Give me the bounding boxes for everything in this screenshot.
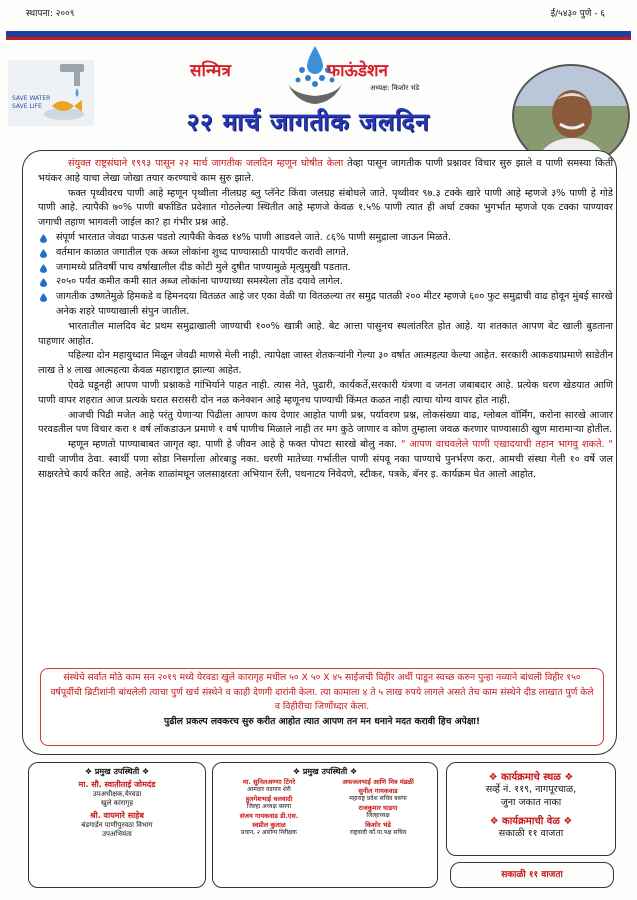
water-drop-icon xyxy=(40,264,47,273)
guest-name: स्वप्नील कुताळ xyxy=(252,821,286,829)
paragraph-future: आजची पिढी मजेत आहे परंतु येणाऱ्या पिढीला आपण काय देणार आहोत पाणी प्रश्न, पर्यावरण प्रश्न, लोकसंख्या वाढ, ग्लोबल वॉर्मिंग, करोना सारखे आजार परवडतील पण विचार करा १ वर्ष लॉकडाऊन प्रमाणे १ वर्ष पाणीच मिळाले नाही तर मग कुठे जाणार व कोण तुम्हाला जवळ करणार पाण्यासाठी खुण मारामाऱ्या होतील. xyxy=(38,409,613,436)
guests-box-2 xyxy=(212,762,438,888)
list-item xyxy=(38,290,613,320)
list-item xyxy=(38,275,613,290)
fact-text: २०५० पर्यंत कमीत कमी सात अब्ज लोकांना पाण्याच्या समस्येला तोंड दयावे लागेल. xyxy=(56,276,343,288)
list-item xyxy=(38,261,613,276)
guests-heading: ❖ प्रमुख उपस्थिती ❖ xyxy=(84,767,150,776)
water-drop-icon xyxy=(40,234,47,243)
paragraph-maldives: भारतातील मालदिव बेट प्रथम समुद्राखाली जाण्याची १००% खात्री आहे. बेट आत्ता पासुनच स्थलांतरित होत आहे. या शतकात आपण बेट खाली बुडताना पाहणार आहोत. xyxy=(38,320,613,347)
poster-line-1: SAVE WATER xyxy=(12,95,51,102)
fact-text: जगामध्ये प्रतिवर्षी पाच वर्षाखालील दीड कोटी मुले दुषीत पाण्यामुळे मृत्युमुखी पडतात. xyxy=(56,261,351,273)
venue-heading: ❖ कार्यक्रमाचे स्थळ ❖ xyxy=(488,772,574,783)
water-drop-icon xyxy=(40,278,47,287)
save-water-poster xyxy=(8,60,94,126)
time-heading: ❖ कार्यक्रमाची वेळ ❖ xyxy=(489,816,573,827)
guest-role: प्रधान, २ आरोग्य निरीक्षक xyxy=(241,829,297,836)
guest-role: राष्ट्रवादी काँ.पा.पक्ष सचिव xyxy=(349,829,407,836)
org-name-right: फाऊंडेशन xyxy=(327,61,388,81)
president-label: अध्यक्ष: किशोर भंडे xyxy=(370,84,420,92)
guest-name: किशोर भंडे xyxy=(365,821,391,829)
project-box xyxy=(40,668,604,746)
guest-role: उपअभियंता xyxy=(102,830,132,838)
fact-list xyxy=(38,231,613,320)
guest-role: महाराष्ट्र प्रदेश सचिव बसपा xyxy=(349,795,407,802)
header-red-band xyxy=(6,37,631,40)
awareness-quote: " आपण वाचवलेले पाणी एखादयाची तहान भागवु शकते. " xyxy=(401,439,613,451)
fact-text: संपूर्ण भारतात जेवढा पाऊस पडतो त्यापैकी केवळ १४% पाणी आडवले जाते. ८६% पाणी समुद्राला जाऊन मिळते. xyxy=(56,231,452,243)
main-content xyxy=(38,157,613,483)
guest-role: आमदार वडगाव शेरी xyxy=(247,786,291,793)
project-appeal: पुढील प्रकल्प लवकरच सुरु करीत आहोत त्यात आपण तन मन धनाने मदत करावी हिच अपेक्षा! xyxy=(163,715,481,727)
established-year: स्थापना: २००९ xyxy=(26,9,75,19)
guests-box-1 xyxy=(28,762,206,888)
guest-role: खुले कारागृह xyxy=(100,799,134,807)
guest-name: मा. सौ. स्वातीताई जोमदंड xyxy=(78,780,156,789)
list-item xyxy=(38,231,613,246)
paragraph-farmers: पहिल्या दोन महायुध्दात मिळून जेवढी माणसे मेली नाही. त्यापेक्षा जास्त शेतकऱ्यांनी गेल्या ३० वर्षात आत्महत्या केल्या आहेत. सरकारी आकडयाप्रमाणे साडेतीन लाख ते ४ लाख आत्महत्या केवळ महाराष्ट्रात झाल्या आहेत. xyxy=(38,350,613,377)
guest-name: संजय गायकवाड डी.एस. xyxy=(239,812,299,820)
paragraph-responsibility: ऐवढे घडूनही आपण पाणी प्रश्नाकडे गांभिर्याने पाहत नाही. त्यास नेते, पुढारी, कार्यकर्ते,सरकारी यंत्रणा व जनता जबाबदार आहे. प्रत्येक धरण खेडयात आणि पाणी वापर शहरात आज प्रत्यके घरात सरासरी दोन नळ कनेक्शन आहे म्हणूनच पाण्याची किंमत कळत नाही त्याचा योग्य वापर होत नाही. xyxy=(38,379,613,406)
awareness-text: म्हणून म्हणतो पाण्याबाबत जागृत व्हा. पाणी हे जीवन आहे हे फक्त पोपटा सारखे बोलु नका. xyxy=(68,439,402,451)
guest-name: राजकुमार घाडगा xyxy=(358,804,398,812)
guest-name: हुलगेशभाई चलवादी xyxy=(245,795,293,803)
guest-role: जिल्हा अध्यक्ष बसपा xyxy=(246,803,292,810)
guest-name: श्री. वाघमारे साहेब xyxy=(89,811,145,820)
list-item xyxy=(38,246,613,261)
intro-text: तेव्हा पासून जागतीक पाणी प्रश्नावर विचार सुरु झाले व पाणी समस्या किती भयंकर आहे याचा लेखा जोखा तयार करण्याचे काम सुरु झाले. xyxy=(38,158,613,184)
guest-role: जिल्हाध्यक्ष xyxy=(366,812,390,819)
awareness-text-2: याची जाणीव ठेवा. स्वार्थी पणा सोडा निसर्गाला ओरबाडु नका. धरणी मातेच्या गर्भातील पाणी संपवू नका पाण्याचे पुनर्भरण करा. आमची संस्था गेली १० वर्षे जल साक्षरतेचे कार्य करित आहे. अनेक शाळांमधून जलसाक्षरता अभियान रॅली, पथनाटय निवेदणे, स्टीकर, पत्रके, बॅनर इ. कार्यक्रम घेत आलो आहोत. xyxy=(38,453,613,480)
project-description: संस्थेचे सर्वात मोठे काम सन २०१९ मध्ये येरवडा खुले कारागृह मधील ५० X ५० X ४५ साईजची विहीर अर्धी पाडून स्वच्छ करुन पुन्हा नव्याने बांधली विहीर १५० वर्षपूर्वीची ब्रिटीशांनी बांधलेली त्याचा पुर्ण खर्च संस्थेने व काही देणगी दारांनी केला. त्या कामाला ४ ते ५ लाख रुपये लागले असते तेच काम संस्थेने दीड लाखात पुर्ण केले व विहीरीचा जिर्णोध्दार केला. xyxy=(50,672,594,712)
water-drop-icon xyxy=(40,293,47,302)
water-drop-icon xyxy=(40,249,47,258)
venue-box xyxy=(446,762,616,856)
paragraph-earth-water: फक्त पृथ्वीवरच पाणी आहे म्हणून पृथ्वीला नीलग्रह ब्लु प्लॅनेट किंवा जलग्रह संबोधले जाते. पृथ्वीवर ९७.३ टक्के खारे पाणी आहे म्हणजे ३% पाणी हे गोडे पाणी आहे. त्यापैकी ७०% पाणी बर्फाडित प्रदेशात गोठलेल्या स्थितीत आहे म्हणजे केवळ १.५% पाणी त्यात ही अर्धा टक्का भुगर्भात म्हणजे एक टक्का पाण्यावर जगाची तहाण भागवली जाईल का? हा गंभीर प्रश्न आहे. xyxy=(38,187,613,229)
poster-caption xyxy=(12,95,50,111)
guest-name: मा. सुनिलअण्णा टिंगरे xyxy=(242,778,296,786)
fact-text: जागतीक उष्णतेमुळे हिमकडे व हिमनदया वितळत आहे जर एका वेळी या वितळल्या तर समुद्र पातळी २०० मीटर म्हणजे ६०० फुट समुद्राची वाढ होवून मुंबई सारखे अनेक शहरे पाण्याखाली संपुन जातील. xyxy=(56,291,613,317)
fact-text: वर्तमान काळात जगातील एक अब्ज लोकांना शुध्द पाण्यासाठी पायपीट करावी लागते. xyxy=(56,246,350,258)
guest-role: बंडगार्डन पाणीपुरवठा विभाग xyxy=(81,821,153,829)
org-name-left: सन्मित्र xyxy=(190,61,231,81)
guest-name: सुनील गायकवाड xyxy=(358,787,398,795)
guests-heading: ❖ प्रमुख उपस्थिती ❖ xyxy=(292,767,358,776)
venue-address: सर्व्हे नं. ११९, नागपूरचाळ, xyxy=(485,784,577,795)
guest-name: अफजलभाई आणि मित्र मंडळी xyxy=(342,778,414,786)
intro-highlight: संयुक्त राष्ट्रसंघाने १९९३ पासून २२ मार्च जागतीक जलदिन म्हणून घोषीत केला xyxy=(68,158,344,169)
registration-number: ई/५४३० पुणे - ६ xyxy=(550,9,605,19)
event-time: सकाळी ११ वाजता xyxy=(498,828,564,839)
poster-line-2: SAVE LIFE xyxy=(12,103,42,110)
venue-address: जुना जकात नाका xyxy=(500,797,562,808)
time-strip: सकाळी ११ वाजता xyxy=(450,862,614,888)
page-title: २२ मार्च जागतीक जलदिन xyxy=(186,108,430,136)
guest-role: उपअधीक्षक,येरवडा xyxy=(92,790,142,798)
